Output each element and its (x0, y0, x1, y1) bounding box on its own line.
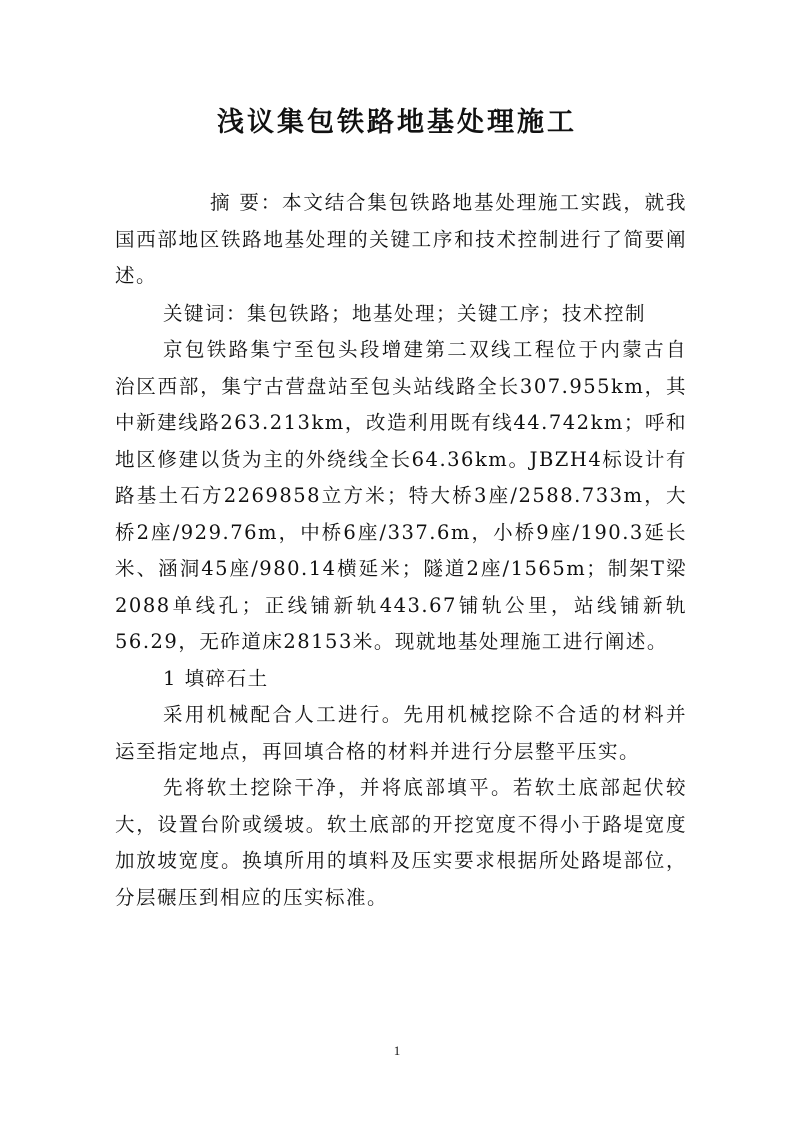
page-number: 1 (393, 1043, 401, 1058)
keywords-paragraph: 关键词：集包铁路；地基处理；关键工序；技术控制 (163, 301, 647, 325)
body-paragraph-excavation: 先将软土挖除干净，并将底部填平。若软土底部起伏较大，设置台阶或缓坡。软土底部的开挖宽度不得小于路堤宽度加放坡宽度。换填所用的填料及压实要求根据所处路堤部位，分层碾压到相应的压实标准。 (115, 776, 687, 909)
abstract-paragraph: 摘 要：本文结合集包铁路地基处理施工实践，就我国西部地区铁路地基处理的关键工序和技术控制进行了简要阐述。 (115, 191, 687, 287)
document-title: 浅议集包铁路地基处理施工 (217, 107, 577, 138)
body-paragraph-intro: 京包铁路集宁至包头段增建第二双线工程位于内蒙古自治区西部，集宁古营盘站至包头站线路全长307.955km，其中新建线路263.213km，改造利用既有线44.742km；呼和地区修建以货为主的外绕线全长64.36km。JBZH4标设计有路基土石方2269858立方米；特大桥3座/2588.733m，大桥2座/929.76m，中桥6座/337.6m，小桥9座/190.3延长米、涵洞45座/980.14横延米；隧道2座/1565m；制架T梁2088单线孔；正线铺新轨443.67铺轨公里，站线铺新轨56.29，无砟道床28153米。现就地基处理施工进行阐述。 (115, 338, 687, 653)
body-paragraph-method: 采用机械配合人工进行。先用机械挖除不合适的材料并运至指定地点，再回填合格的材料并进行分层整平压实。 (115, 703, 687, 763)
document-body (115, 185, 687, 916)
section-heading-1: 1 填碎石土 (163, 666, 269, 690)
